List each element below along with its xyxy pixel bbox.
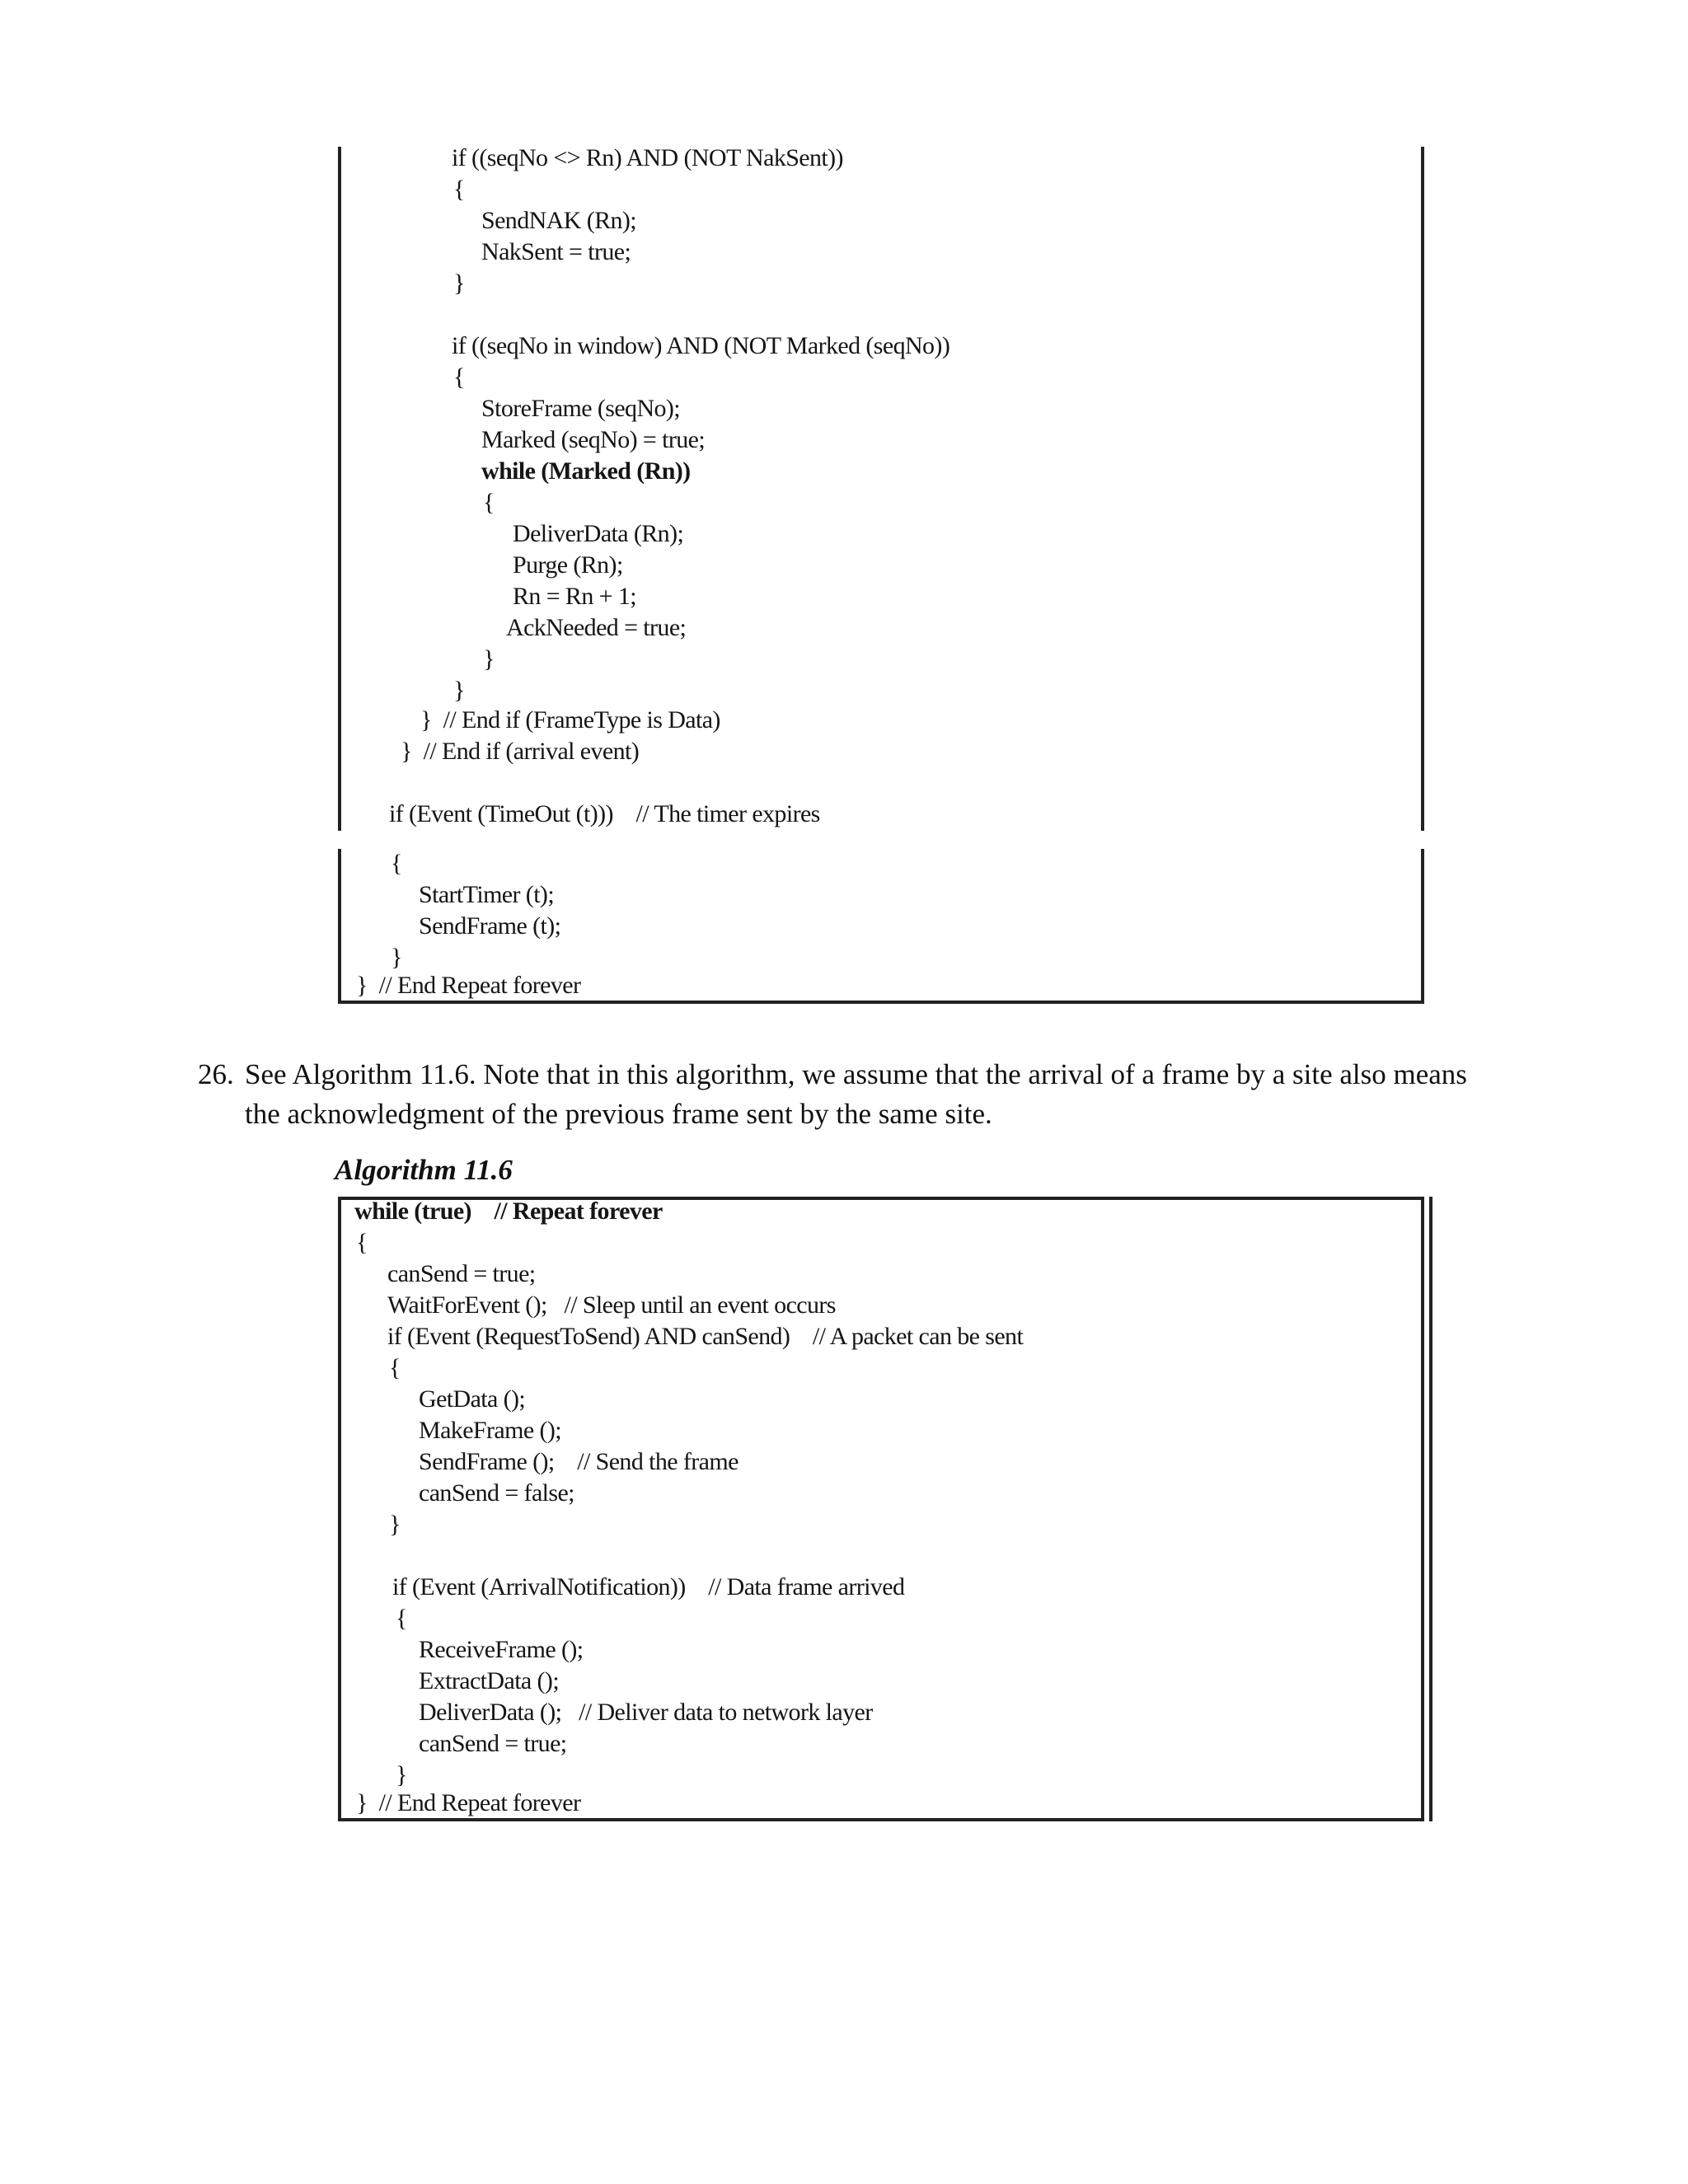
code-line: MakeFrame (); bbox=[419, 1417, 561, 1444]
border-gap bbox=[1421, 831, 1429, 849]
code-line: } // End if (arrival event) bbox=[401, 738, 640, 765]
code-line: Marked (seqNo) = true; bbox=[481, 426, 706, 453]
code-line: { bbox=[391, 850, 402, 877]
code-line: if ((seqNo in window) AND (NOT Marked (seqNo)) bbox=[452, 332, 950, 359]
code-line: canSend = false; bbox=[419, 1479, 574, 1507]
code-line: NakSent = true; bbox=[481, 238, 631, 265]
code-line: DeliverData (); // Deliver data to network layer bbox=[419, 1699, 873, 1726]
paragraph-line: the acknowledgment of the previous frame sent by the same site. bbox=[245, 1098, 992, 1130]
box-edge-shadow bbox=[1429, 1197, 1432, 1821]
code-line: StoreFrame (seqNo); bbox=[481, 395, 681, 422]
code-line: if (Event (TimeOut (t))) // The timer expires bbox=[389, 800, 820, 827]
paragraph-line: See Algorithm 11.6. Note that in this algorithm, we assume that the arrival of a frame by a site also means bbox=[245, 1058, 1467, 1090]
item-number: 26. bbox=[198, 1058, 234, 1090]
code-line: Purge (Rn); bbox=[513, 551, 623, 579]
code-line: StartTimer (t); bbox=[419, 881, 555, 908]
code-line: if (Event (ArrivalNotification)) // Data frame arrived bbox=[392, 1573, 905, 1601]
code-line: } bbox=[389, 1511, 401, 1538]
code-line: if ((seqNo <> Rn) AND (NOT NakSent)) bbox=[452, 144, 843, 171]
code-line: { bbox=[453, 363, 465, 391]
code-line: } // End Repeat forever bbox=[356, 1789, 581, 1816]
code-line: Rn = Rn + 1; bbox=[513, 583, 636, 610]
code-line: SendFrame (); // Send the frame bbox=[419, 1448, 738, 1475]
code-line: GetData (); bbox=[419, 1385, 526, 1413]
code-line: } // End Repeat forever bbox=[356, 972, 581, 999]
code-line: { bbox=[483, 489, 495, 516]
code-line: { bbox=[453, 176, 465, 203]
code-line: } bbox=[391, 944, 402, 971]
code-line: while (true) // Repeat forever bbox=[354, 1197, 663, 1225]
code-line: } bbox=[483, 645, 495, 673]
code-line: SendFrame (t); bbox=[419, 912, 561, 940]
code-line: SendNAK (Rn); bbox=[481, 207, 637, 234]
border-gap bbox=[335, 831, 343, 849]
code-line: } bbox=[453, 269, 465, 297]
code-line: DeliverData (Rn); bbox=[513, 520, 684, 547]
code-line: { bbox=[389, 1354, 401, 1381]
algorithm-title: Algorithm 11.6 bbox=[335, 1154, 513, 1186]
code-line: canSend = true; bbox=[387, 1260, 536, 1287]
code-line: } bbox=[396, 1761, 407, 1788]
code-line: while (Marked (Rn)) bbox=[481, 457, 691, 485]
algorithm-continued-box bbox=[338, 147, 1424, 1004]
code-line: ExtractData (); bbox=[419, 1667, 560, 1694]
code-line: { bbox=[396, 1605, 407, 1632]
code-line: WaitForEvent (); // Sleep until an event occurs bbox=[387, 1291, 836, 1319]
code-line: if (Event (RequestToSend) AND canSend) // A packet can be sent bbox=[387, 1323, 1024, 1350]
code-line: ReceiveFrame (); bbox=[419, 1636, 584, 1663]
code-line: AckNeeded = true; bbox=[506, 614, 687, 641]
code-line: canSend = true; bbox=[419, 1730, 567, 1757]
code-line: } // End if (FrameType is Data) bbox=[420, 706, 720, 733]
code-line: { bbox=[356, 1229, 368, 1256]
code-line: } bbox=[453, 677, 465, 704]
